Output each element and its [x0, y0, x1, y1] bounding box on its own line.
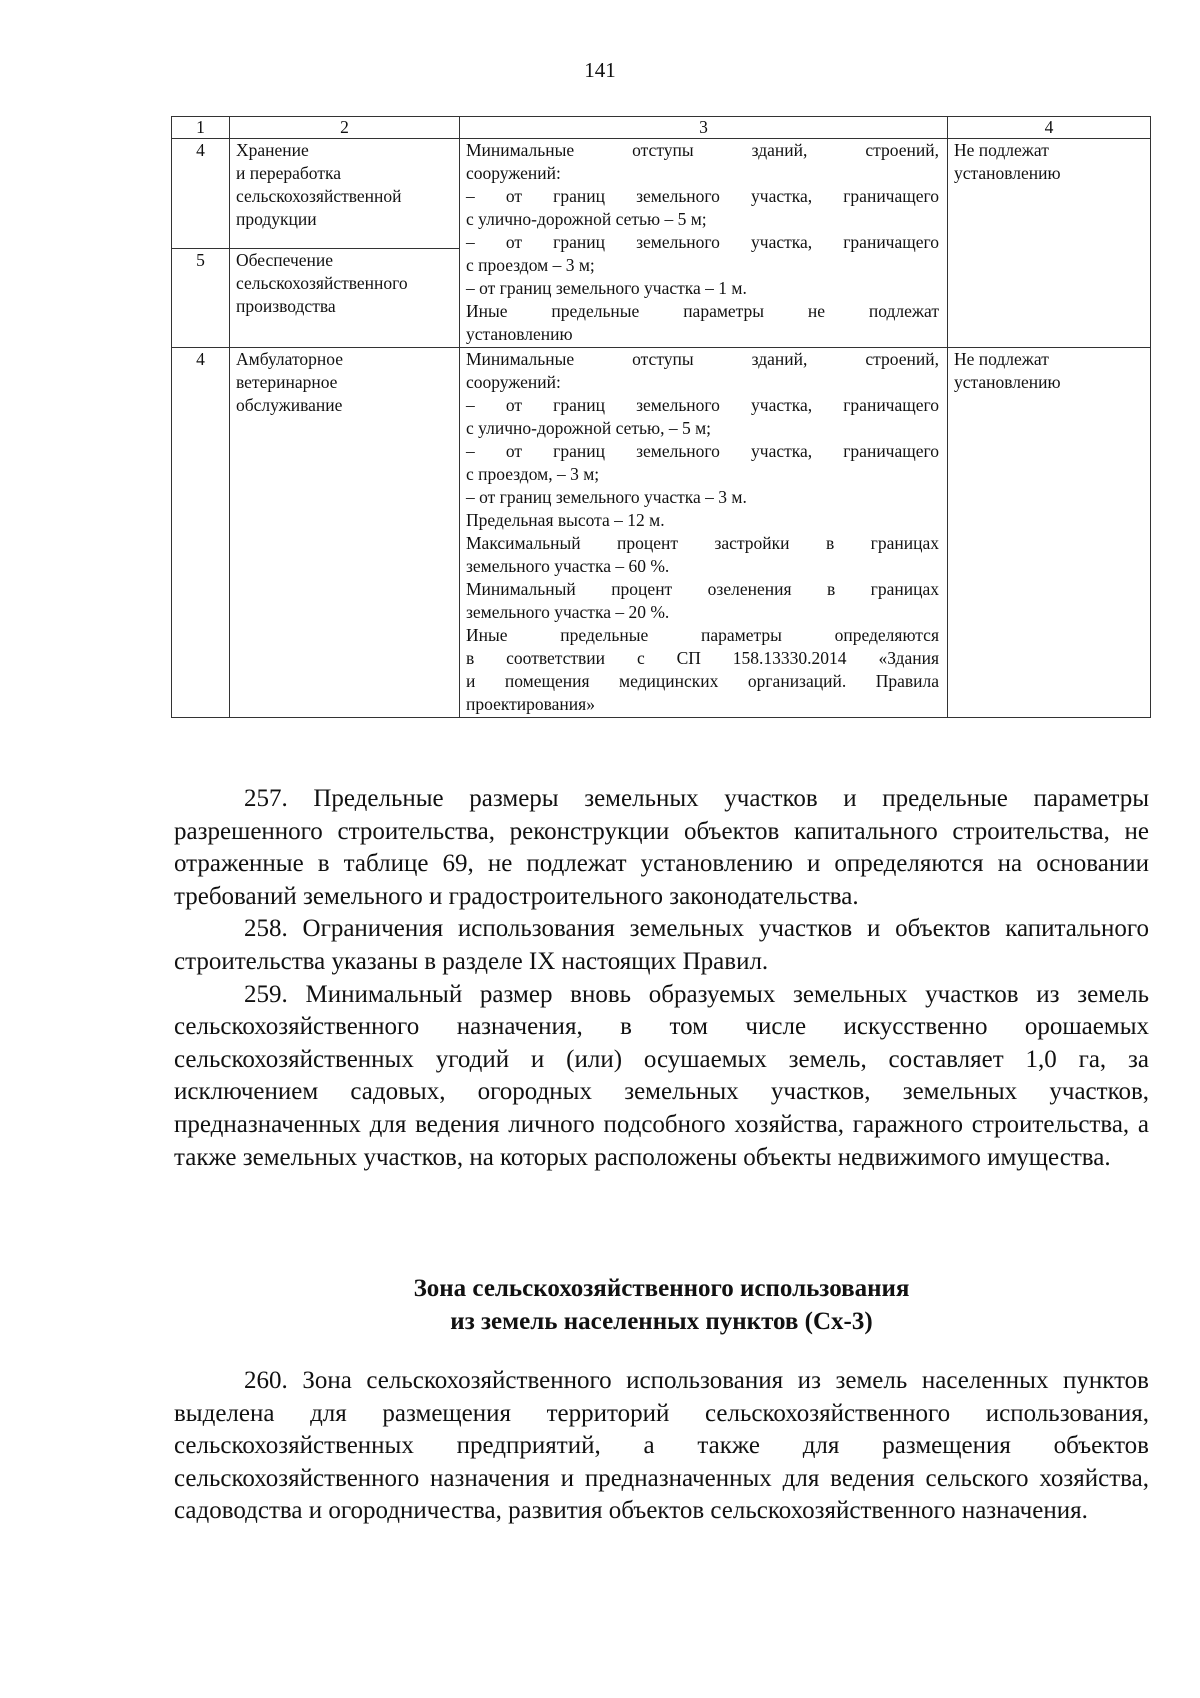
table-row [172, 139, 1151, 249]
heading-line-2: из земель населенных пунктов (Сх-3) [450, 1308, 873, 1335]
body-paragraphs-block-1 [174, 783, 1149, 1174]
row-number: 4 [172, 348, 230, 718]
parameters-table [171, 116, 1151, 718]
row-number: 4 [172, 139, 230, 249]
header-col-1: 1 [172, 117, 230, 139]
row-name: Хранение и переработка сельскохозяйственной продукции [230, 139, 460, 249]
paragraph-259: 259. Минимальный размер вновь образуемых земельных участков из земель сельскохозяйственного назначения, в том числе искусственно орошаемых сельскохозяйственных угодий и (или) осушаемых земель, составляет 1,0 га, за исключением садовых, огородных земельных участков, земельных участков, предназначенных для ведения личного подсобного хозяйства, гаражного строительства, а также земельных участков, на которых расположены объекты недвижимого имущества. [174, 980, 1149, 1171]
paragraph-258: 258. Ограничения использования земельных участков и объектов капитального строительства указаны в разделе IX настоящих Правил. [174, 915, 1149, 975]
body-paragraphs-block-2 [174, 1365, 1149, 1528]
row-max-size: Не подлежат установлению [948, 139, 1151, 348]
paragraph-260: 260. Зона сельскохозяйственного использования из земель населенных пунктов выделена для размещения территорий сельскохозяйственного использования, сельскохозяйственных предприятий, а также для размещения объектов сельскохозяйственного назначения и предназначенных для ведения сельского хозяйства, садоводства и огородничества, развития объектов сельскохозяйственного назначения. [174, 1367, 1149, 1525]
table-row [172, 348, 1151, 718]
heading-line-1: Зона сельскохозяйственного использования [413, 1275, 910, 1302]
table-header-row [172, 117, 1151, 139]
paragraph-257: 257. Предельные размеры земельных участков и предельные параметры разрешенного строительства, реконструкции объектов капитального строительства, не отраженные в таблице 69, не подлежат установлению и определяются на основании требований земельного и градостроительного законодательства. [174, 785, 1149, 910]
row-name: Обеспечение сельскохозяйственного производства [230, 249, 460, 348]
header-col-3: 3 [460, 117, 948, 139]
section-heading [174, 1272, 1149, 1338]
header-col-2: 2 [230, 117, 460, 139]
row-name: Амбулаторное ветеринарное обслуживание [230, 348, 460, 718]
row-max-size: Не подлежат установлению [948, 348, 1151, 718]
row-number: 5 [172, 249, 230, 348]
row-parameters: Минимальные отступы зданий, строений, сооружений: – от границ земельного участка, граничащего с улично-дорожной сетью, – 5 м; – от границ земельного участка, граничащего с проездом, – 3 м; – от границ земельного участка – 3 м. Предельная высота – 12 м. Максимальный процент застройки в границах земельного участка – 60 %. Минимальный процент озеленения в границах земельного участка – 20 %. Иные предельные параметры определяются в соответствии с СП 158.13330.2014 «Здания и помещения медицинских организаций. Правила проектирования» [460, 348, 948, 718]
page-number: 141 [584, 58, 616, 82]
row-parameters: Минимальные отступы зданий, строений, сооружений: – от границ земельного участка, граничащего с улично-дорожной сетью – 5 м; – от границ земельного участка, граничащего с проездом – 3 м; – от границ земельного участка – 1 м. Иные предельные параметры не подлежат установлению [460, 139, 948, 348]
header-col-4: 4 [948, 117, 1151, 139]
